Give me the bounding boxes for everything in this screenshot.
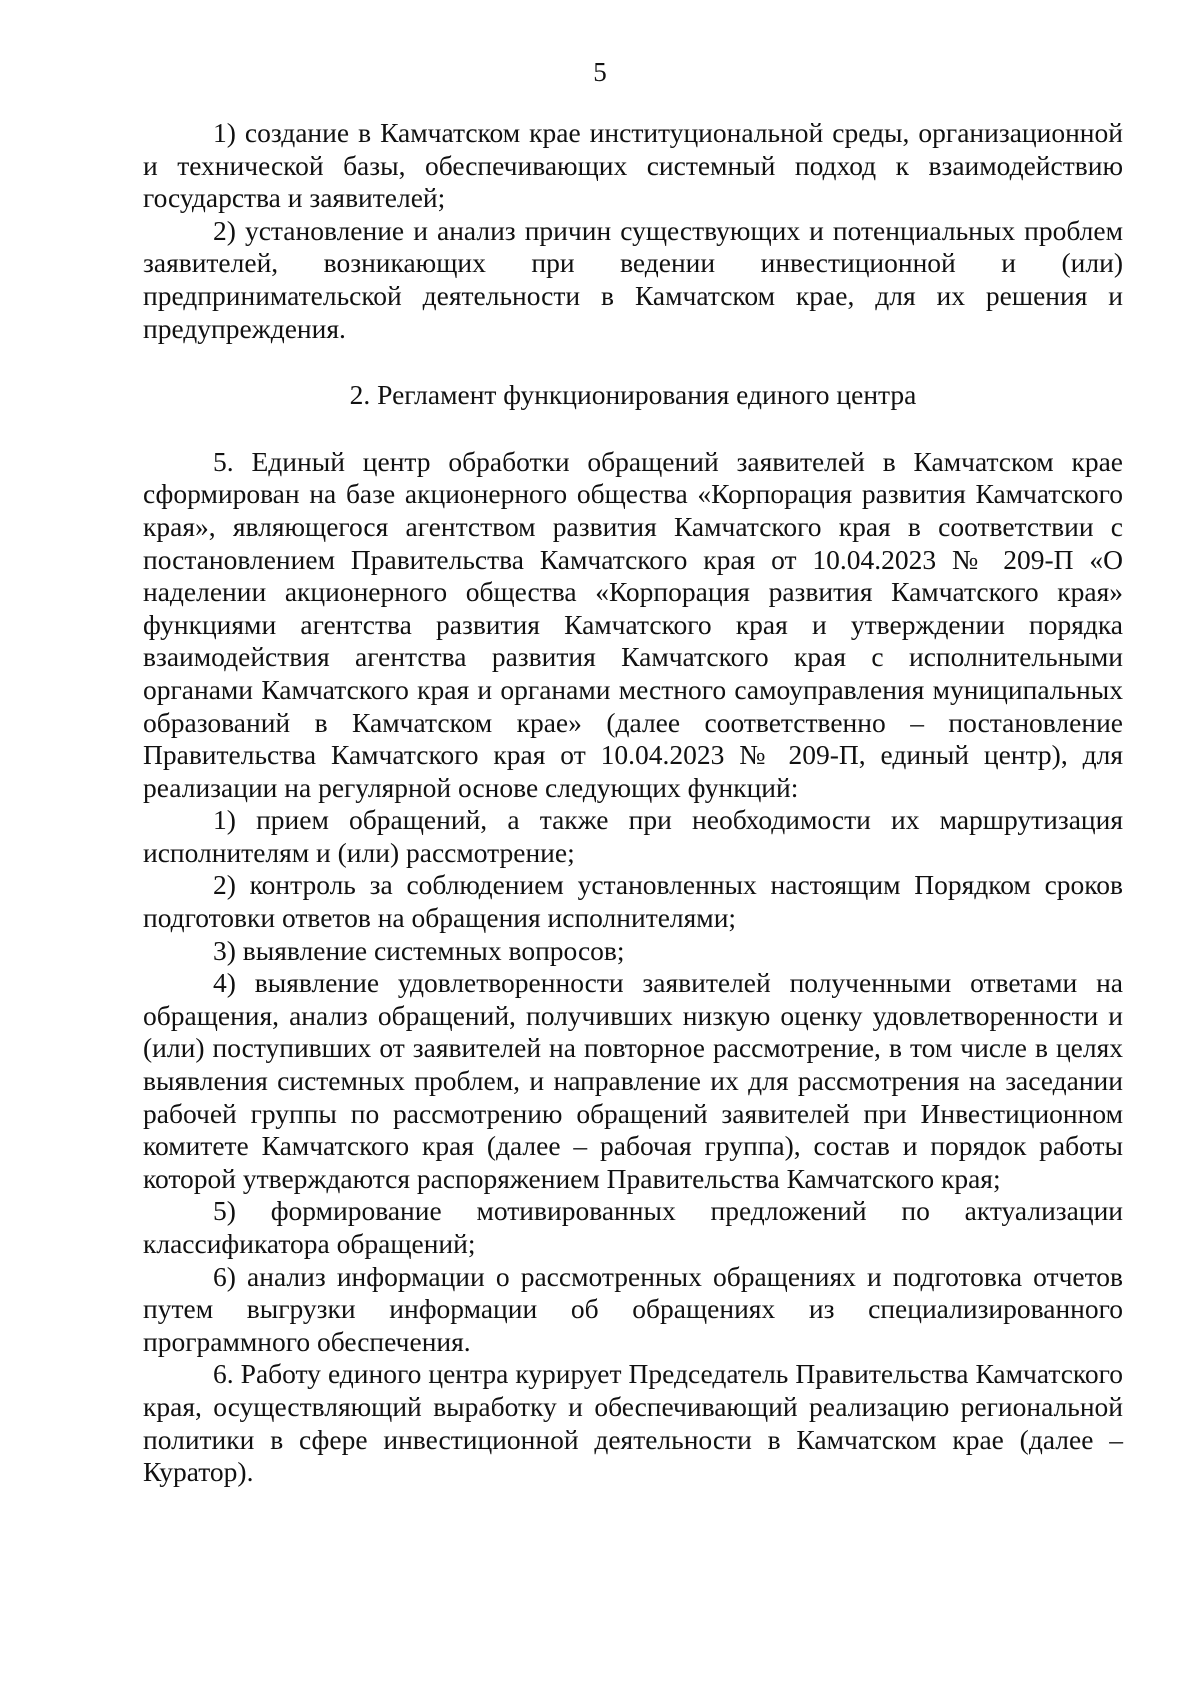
paragraph-function-2: 2) контроль за соблюдением установленных настоящим Порядком сроков подготовки ответов на обращения исполнителями; <box>143 869 1123 934</box>
paragraph-function-6: 6) анализ информации о рассмотренных обращениях и подготовка отчетов путем выгрузки информации об обращениях из специализированного программного обеспечения. <box>143 1260 1123 1357</box>
paragraph-function-1: 1) прием обращений, а также при необходимости их маршрутизация исполнителям и (или) рассмотрение; <box>143 804 1123 868</box>
paragraph-item-1: 1) создание в Камчатском крае институциональной среды, организационной и технической базы, обеспечивающих системный подход к взаимодействию государства и заявителей; <box>143 117 1123 214</box>
paragraph-clause-6: 6. Работу единого центра курирует Председатель Правительства Камчатского края, осуществляющий выработку и обеспечивающий реализацию региональной политики в сфере инвестиционной деятельности в Камчатском крае (далее – Куратор). <box>143 1358 1123 1488</box>
paragraph-function-4: 4) выявление удовлетворенности заявителей полученными ответами на обращения, анализ обращений, получивших низкую оценку удовлетворенности и (или) поступивших от заявителей на повторное рассмотрение, в том числе в целях выявления системных проблем, и направление их для рассмотрения на заседании рабочей группы по рассмотрению обращений заявителей при Инвестиционном комитете Камчатского края (далее – рабочая группа), состав и порядок работы которой утверждаются распоряжением Правительства Камчатского края; <box>143 967 1123 1194</box>
paragraph-item-2: 2) установление и анализ причин существующих и потенциальных проблем заявителей, возникающих при ведении инвестиционной и (или) предпринимательской деятельности в Камчатском крае, для их решения и предупреждения. <box>143 214 1123 344</box>
section-heading: 2. Регламент функционирования единого центра <box>349 379 917 411</box>
paragraph-function-5: 5) формирование мотивированных предложений по актуализации классификатора обращений; <box>143 1195 1123 1259</box>
document-body <box>143 117 1123 1489</box>
paragraph-function-3: 3) выявление системных вопросов; <box>213 934 625 966</box>
page-number: 5 <box>593 57 607 87</box>
paragraph-clause-5: 5. Единый центр обработки обращений заявителей в Камчатском крае сформирован на базе акционерного общества «Корпорация развития Камчатского края», являющегося агентством развития Камчатского края в соответствии с постановлением Правительства Камчатского края от 10.04.2023 № 209-П «О наделении акционерного общества «Корпорация развития Камчатского края» функциями агентства развития Камчатского края и утверждении порядка взаимодействия агентства развития Камчатского края с исполнительными органами Камчатского края и органами местного самоуправления муниципальных образований в Камчатском крае» (далее соответственно – постановление Правительства Камчатского края от 10.04.2023 № 209-П, единый центр), для реализации на регулярной основе следующих функций: <box>143 445 1123 803</box>
